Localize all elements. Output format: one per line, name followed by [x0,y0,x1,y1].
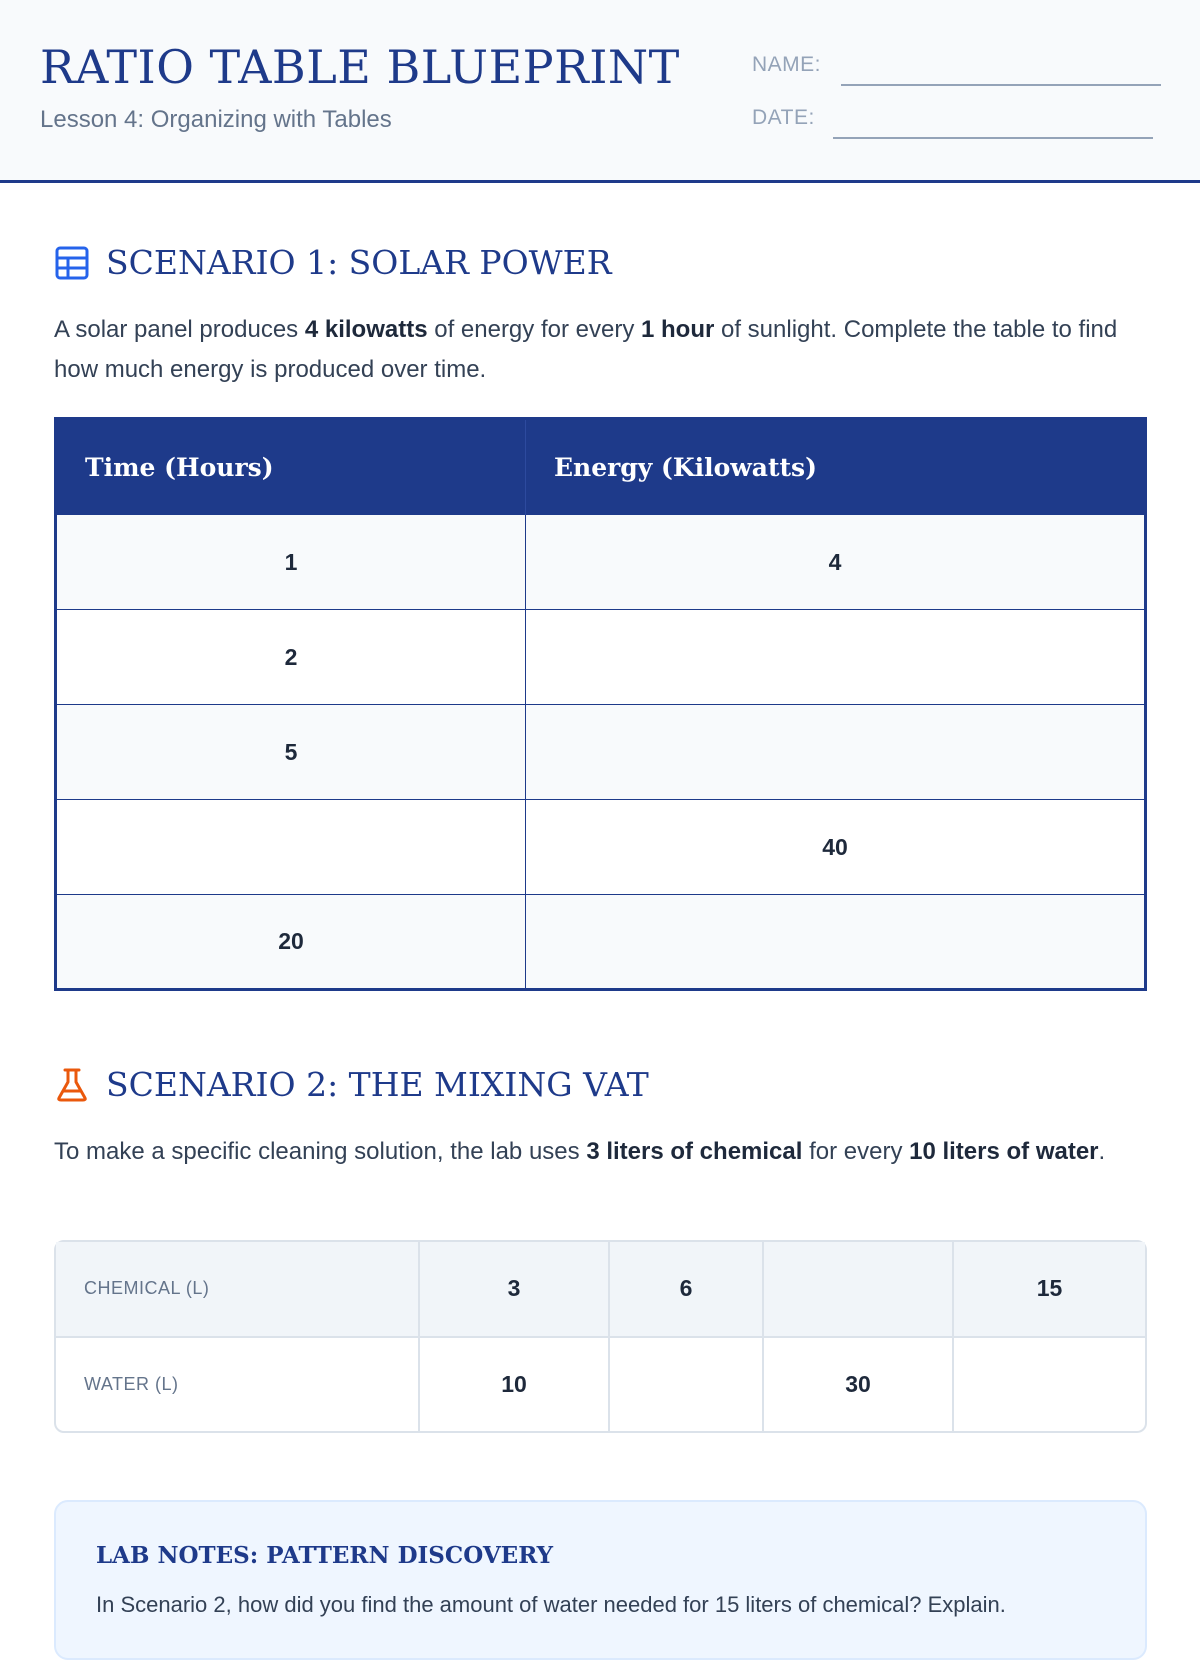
lab-notes-box [54,1500,1147,1660]
name-field[interactable] [841,84,1161,86]
scenario-1-heading [54,243,612,282]
lesson-subtitle: Lesson 4: Organizing with Tables [40,106,392,133]
energy-answer-cell[interactable] [526,705,1146,800]
energy-cell: 4 [526,515,1146,610]
scenario-2-heading [54,1065,649,1104]
solar-ratio-table [54,417,1147,991]
water-row [56,1337,1145,1432]
mixing-ratio-table [56,1242,1145,1431]
chemical-answer-cell[interactable] [763,1242,953,1337]
table-grid-icon [54,245,90,281]
scenario-1-title: SCENARIO 1: SOLAR POWER [106,243,612,282]
energy-answer-cell[interactable] [526,895,1146,990]
table-row [56,705,1146,800]
chemical-cell: 6 [609,1242,763,1337]
row-label-water: WATER (L) [56,1337,419,1432]
lab-notes-title: LAB NOTES: PATTERN DISCOVERY [96,1542,554,1569]
row-label-chemical: CHEMICAL (L) [56,1242,419,1337]
flask-icon [54,1067,90,1103]
date-field[interactable] [833,137,1153,139]
scenario-2-prompt: To make a specific cleaning solution, the lab uses 3 liters of chemical for every 10 liters of water. [54,1138,1106,1165]
column-header-energy: Energy (Kilowatts) [526,419,1146,515]
table-row [56,515,1146,610]
time-cell: 5 [56,705,526,800]
water-cell: 10 [419,1337,609,1432]
date-label: DATE: [752,106,815,129]
scenario-2-title: SCENARIO 2: THE MIXING VAT [106,1065,649,1104]
time-answer-cell[interactable] [56,800,526,895]
column-header-time: Time (Hours) [56,419,526,515]
water-cell: 30 [763,1337,953,1432]
water-answer-cell[interactable] [609,1337,763,1432]
time-cell: 20 [56,895,526,990]
page-title: RATIO TABLE BLUEPRINT [40,40,680,94]
time-cell: 2 [56,610,526,705]
chemical-cell: 3 [419,1242,609,1337]
mixing-ratio-table-wrapper [54,1240,1147,1433]
table-header-row [56,419,1146,515]
time-cell: 1 [56,515,526,610]
scenario-1-prompt: A solar panel produces 4 kilowatts of energy for every 1 hour of sunlight. Complete the table to find how much energy is produced over time. [54,316,1118,383]
table-row [56,610,1146,705]
worksheet-header [0,0,1200,183]
name-label: NAME: [752,53,822,76]
chemical-row [56,1242,1145,1337]
lab-notes-question: In Scenario 2, how did you find the amount of water needed for 15 liters of chemical? Explain. [96,1592,1006,1617]
table-row [56,800,1146,895]
energy-answer-cell[interactable] [526,610,1146,705]
chemical-cell: 15 [953,1242,1145,1337]
water-answer-cell[interactable] [953,1337,1145,1432]
table-row [56,895,1146,990]
energy-cell: 40 [526,800,1146,895]
